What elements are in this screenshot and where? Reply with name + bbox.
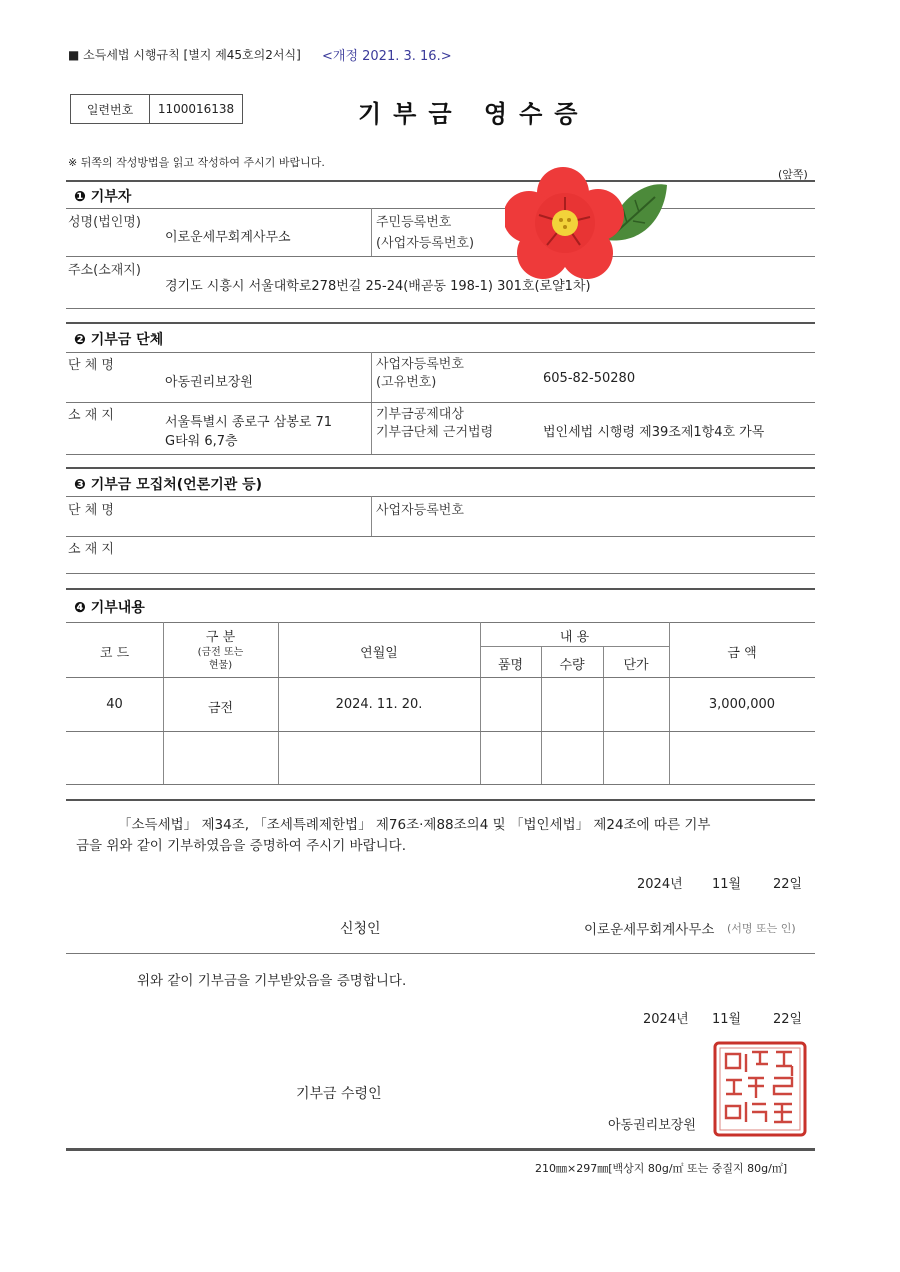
donor-address-value: 경기도 시흥시 서울대학로278번길 25-24(배곧동 198-1) 301호(로얄1차) — [165, 279, 591, 294]
serial-number-box — [70, 94, 243, 124]
org-biz-value: 605-82-50280 — [543, 371, 636, 386]
receipt-date-day: 22일 — [773, 1012, 803, 1027]
header-category: 구 분 — [205, 630, 236, 645]
org-location-value2: G타워 6,7층 — [165, 434, 238, 449]
header-amount: 금 액 — [727, 646, 757, 661]
collector-section-title: ❸ 기부금 모집처(언론기관 등) — [74, 477, 263, 493]
seal-stamp — [712, 1040, 808, 1138]
flower-icon — [505, 167, 624, 279]
org-biz-label: 사업자등록번호 — [376, 357, 464, 372]
collector-name-label: 단 체 명 — [68, 503, 114, 518]
row-amount: 3,000,000 — [708, 697, 776, 712]
certification-statement-1: 「소득세법」 제34조, 「조세특례제한법」 제76조·제88조의4 및 「법인세법」 제24조에 따른 기부 — [118, 817, 711, 833]
header-category-sub1: (금전 또는 — [197, 647, 244, 658]
org-name-label: 단 체 명 — [68, 358, 114, 373]
row-code: 40 — [106, 697, 123, 712]
donor-id-label2: (사업자등록번호) — [376, 236, 475, 251]
org-biz-label2: (고유번호) — [376, 375, 437, 390]
applicant-sign: (서명 또는 인) — [727, 922, 796, 935]
page-side: (앞쪽) — [778, 168, 808, 181]
serial-value: 1100016138 — [157, 102, 235, 116]
revision-date: <개정 2021. 3. 16.> — [322, 49, 452, 64]
applicant-label: 신청인 — [340, 921, 381, 937]
cert-date-month: 11월 — [712, 877, 742, 892]
paper-spec: 210㎜×297㎜[백상지 80g/㎡ 또는 중질지 80g/㎡] — [535, 1162, 788, 1175]
header-item: 품명 — [497, 658, 524, 673]
certification-statement-2: 금을 위와 같이 기부하였음을 증명하여 주시기 바랍니다. — [76, 838, 406, 854]
applicant-name: 이로운세무회계사무소 — [584, 922, 715, 938]
org-basis-value: 법인세법 시행령 제39조제1항4호 가목 — [543, 425, 765, 440]
donor-section-title: ❶ 기부자 — [74, 189, 132, 205]
org-section-title: ❷ 기부금 단체 — [74, 332, 164, 348]
donor-name-value: 이로운세무회계사무소 — [165, 230, 291, 245]
recipient-name: 아동권리보장원 — [608, 1118, 696, 1133]
row-date: 2024. 11. 20. — [335, 697, 423, 712]
header-category-sub2: 현물) — [208, 660, 233, 671]
donor-name-label: 성명(법인명) — [68, 215, 141, 230]
org-location-value1: 서울특별시 종로구 삼봉로 71 — [165, 415, 333, 430]
regulation-text: ■ 소득세법 시행규칙 [별지 제45호의2서식] — [68, 48, 301, 62]
serial-label: 일련번호 — [71, 95, 150, 123]
flower-sticker — [505, 165, 670, 283]
org-basis-label2: 기부금단체 근거법령 — [376, 425, 494, 440]
recipient-label: 기부금 수령인 — [296, 1086, 382, 1102]
header-qty: 수량 — [559, 658, 585, 673]
collector-biz-label: 사업자등록번호 — [376, 503, 464, 518]
page-title: 기부금 영수증 — [358, 100, 590, 128]
receipt-statement: 위와 같이 기부금을 기부받았음을 증명합니다. — [137, 973, 407, 989]
org-basis-label1: 기부금공제대상 — [376, 407, 464, 422]
receipt-date-month: 11월 — [712, 1012, 742, 1027]
cert-date-year: 2024년 — [637, 877, 683, 892]
header-content: 내 용 — [559, 630, 590, 645]
collector-location-label: 소 재 지 — [68, 542, 114, 557]
header-date: 연월일 — [360, 646, 398, 661]
org-name-value: 아동권리보장원 — [165, 375, 253, 390]
header-unit-price: 단가 — [623, 658, 649, 673]
header-code: 코 드 — [99, 646, 130, 661]
donor-address-label: 주소(소재지) — [68, 263, 141, 278]
cert-date-day: 22일 — [773, 877, 803, 892]
receipt-date-year: 2024년 — [643, 1012, 689, 1027]
org-location-label: 소 재 지 — [68, 408, 114, 423]
donor-id-label: 주민등록번호 — [376, 215, 452, 230]
row-category: 금전 — [207, 701, 234, 716]
details-section-title: ❹ 기부내용 — [74, 600, 145, 616]
notice-text: ※ 뒤쪽의 작성방법을 읽고 작성하여 주시기 바랍니다. — [68, 156, 325, 169]
